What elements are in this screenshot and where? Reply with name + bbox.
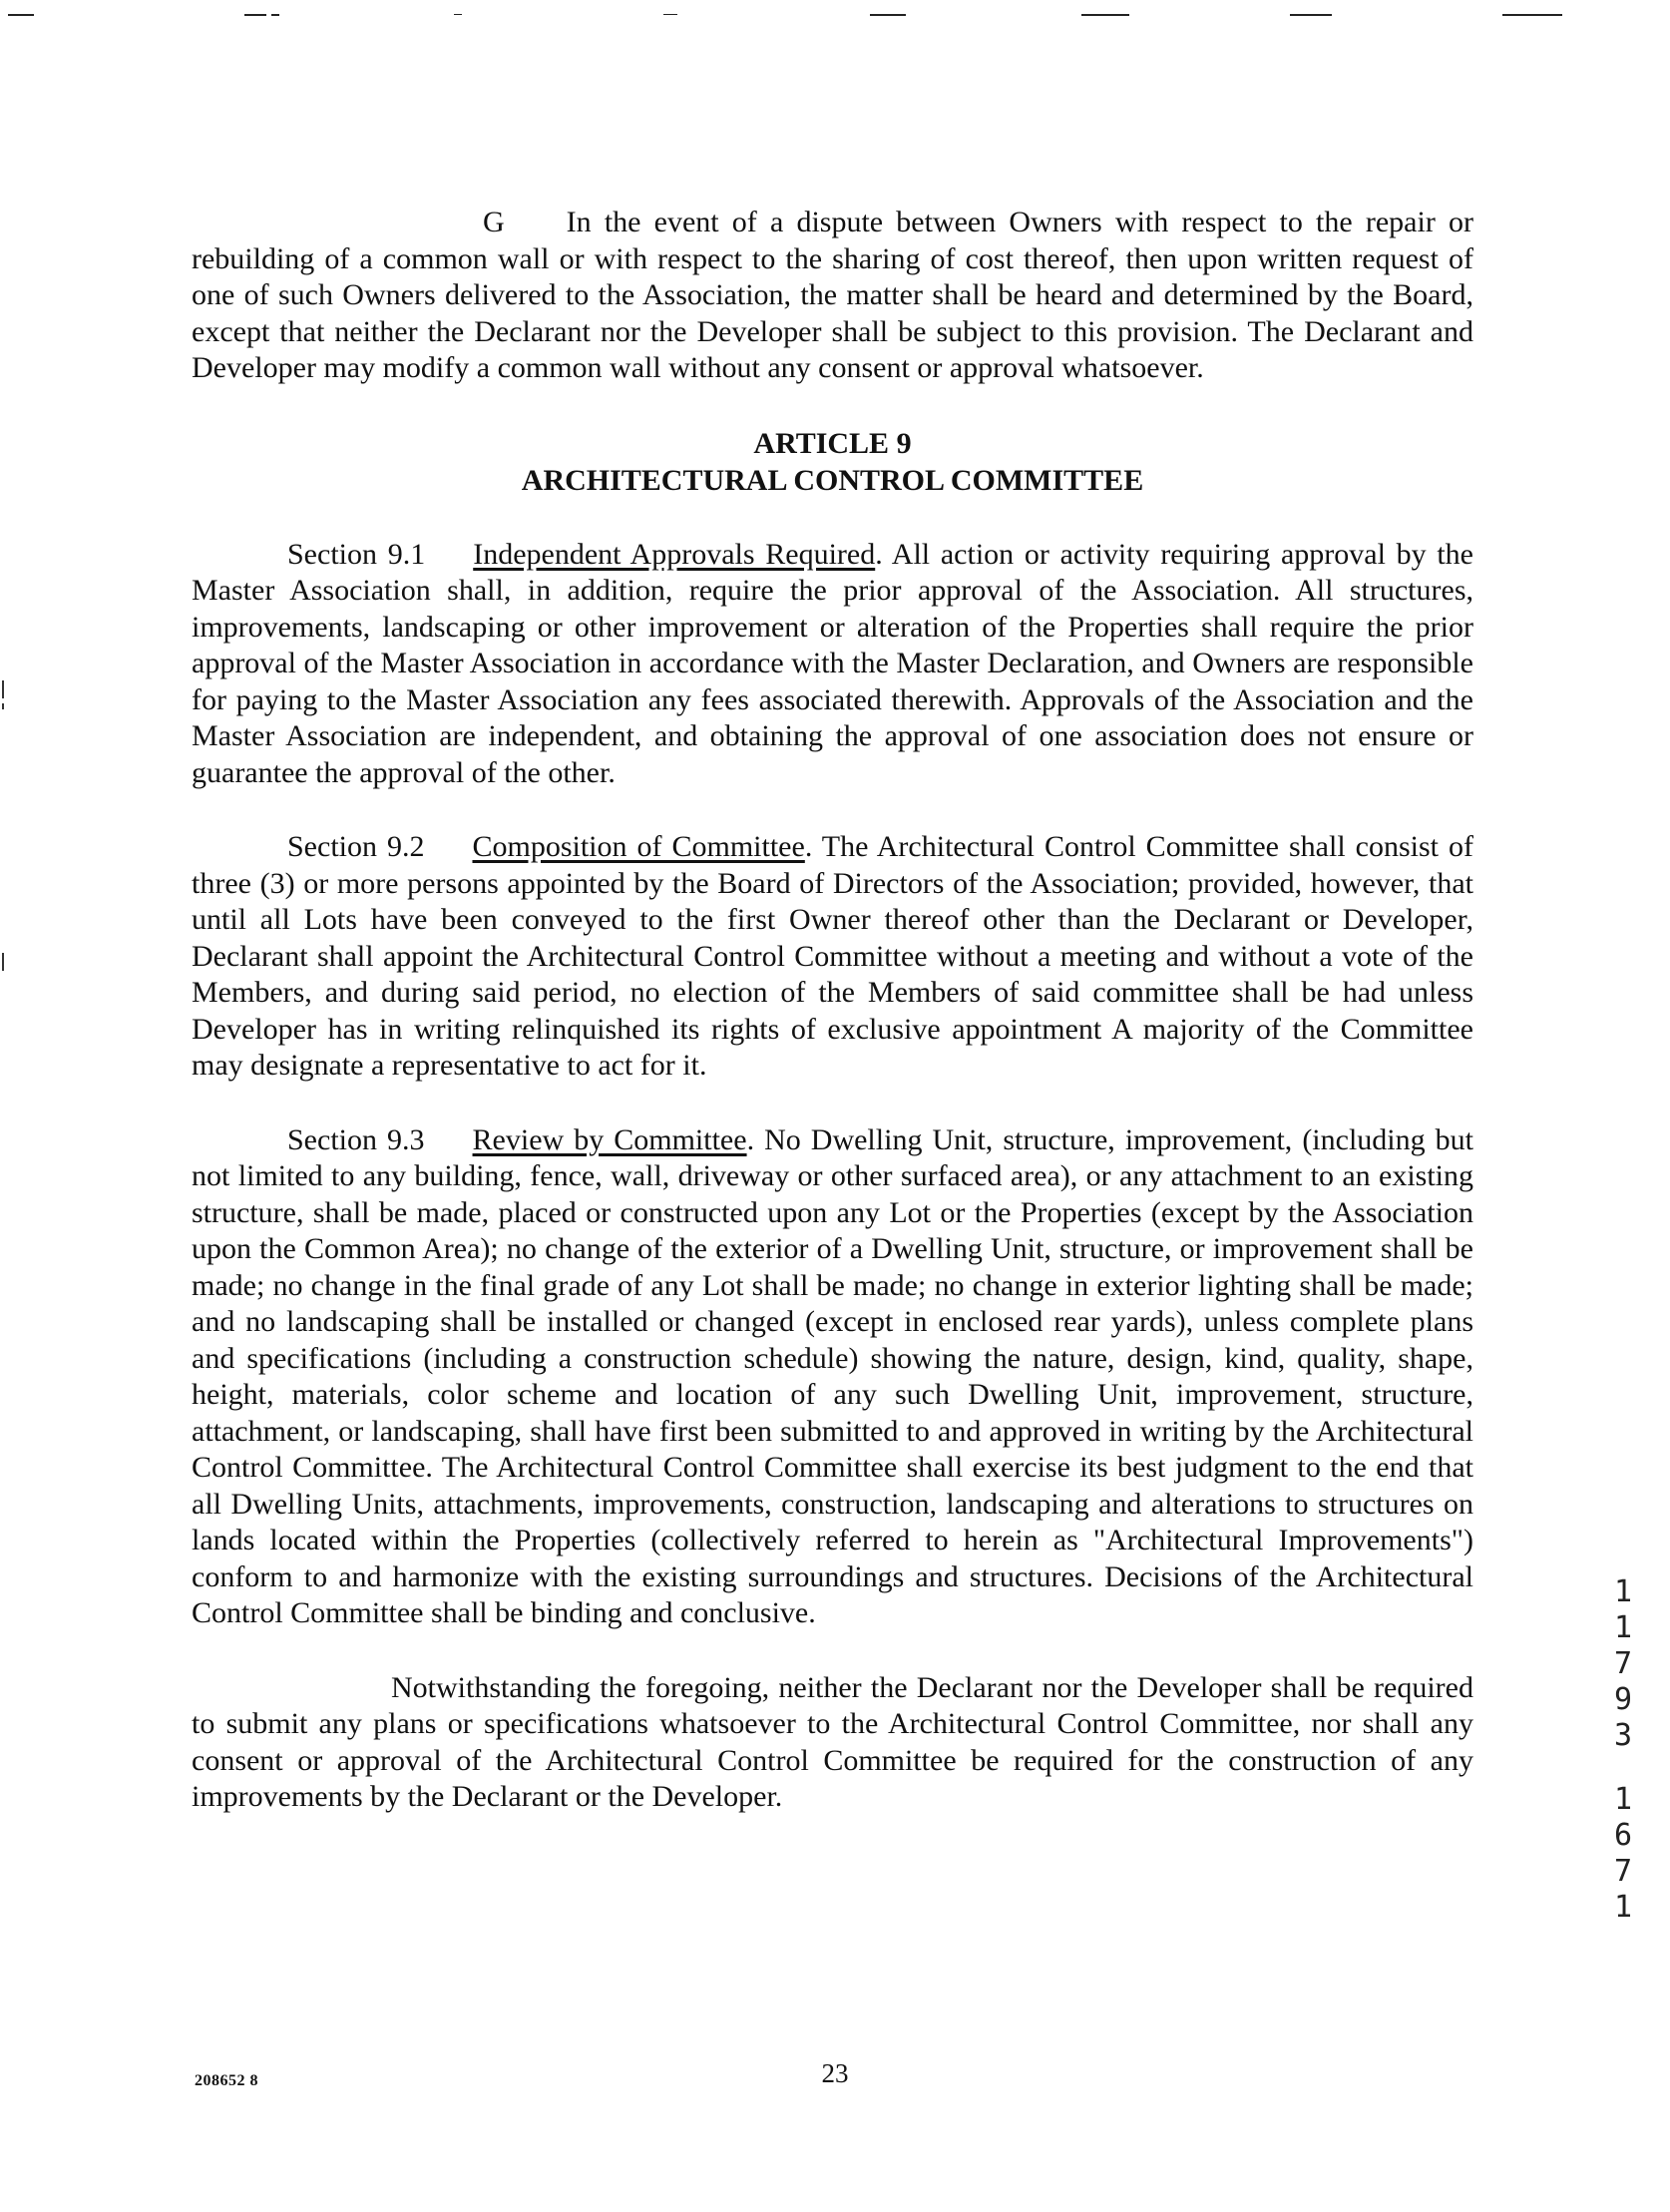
margin-stamp-digit: 1 xyxy=(1613,1574,1633,1609)
section-9-2: Section 9.2 Composition of Committee. The Architectural Control Committee shall consist of three (3) or more persons appointed by the Board of Directors of the Association; provided, however, that until all Lots have been conveyed to the first Owner thereof other than the Declarant or Developer, Declarant shall appoint the Architectural Control Committee without a meeting and without a vote of the Members, and during said period, no election of the Members of said committee shall be had unless Developer has in writing relinquished its rights of exclusive appointment A majority of the Committee may designate a representative to act for it. xyxy=(192,830,1473,1082)
scan-edge-marks xyxy=(0,0,1670,30)
article-heading xyxy=(192,425,1473,499)
paragraph-g-label: G xyxy=(483,206,505,238)
document-body xyxy=(192,205,1473,1816)
margin-stamp-digit: 7 xyxy=(1613,1854,1633,1889)
margin-stamp-digit: 9 xyxy=(1613,1682,1633,1717)
section-text: No Dwelling Unit, structure, improvement, (including but not limited to any building, fence, wall, driveway or other surfaced area), or any attachment to an existing structure, shall be made, placed or constructed upon any Lot or the Properties (except by the Association upon the Common Area); no change of the exterior of a Dwelling Unit, structure, or improvement shall be made; no change in the final grade of any Lot shall be made; no change in exterior lighting shall be made; and no landscaping shall be installed or changed (except in enclosed rear yards), unless complete plans and specifications (including a construction schedule) showing the nature, design, kind, quality, shape, height, materials, color scheme and location of any such Dwelling Unit, improvement, structure, attachment, or landscaping, shall have first been submitted to and approved in writing by the Architectural Control Committee. The Architectural Control Committee shall exercise its best judgment to the end that all Dwelling Units, attachments, improvements, construction, landscaping and alterations to structures on lands located within the Properties (collectively referred to herein as "Architectural Improvements") conform to and harmonize with the existing surroundings and structures. Decisions of the Architectural Control Committee shall be binding and conclusive. xyxy=(192,1122,1473,1629)
page-number: 23 xyxy=(821,2058,849,2088)
section-text: All action or activity requiring approval by the Master Association shall, in addition, require the prior approval of the Association. All structures, improvements, landscaping or other improvement or alteration of the Properties shall require the prior approval of the Master Association in accordance with the Master Declaration, and Owners are responsible for paying to the Master Association any fees associated therewith. Approvals of the Association and the Master Association are independent, and obtaining the approval of one association does not ensure or guarantee the approval of the other. xyxy=(192,537,1473,789)
paragraph-g xyxy=(192,205,1473,387)
article-title: ARCHITECTURAL CONTROL COMMITTEE xyxy=(521,463,1144,497)
margin-stamp-digit: 1 xyxy=(1613,1890,1633,1925)
margin-stamp-digit: 1 xyxy=(1613,1610,1633,1645)
section-9-3: Section 9.3 Review by Committee. No Dwelling Unit, structure, improvement, (including but not limited to any building, fence, wall, driveway or other surfaced area), or any attachment to an existing structure, shall be made, placed or constructed upon any Lot or the Properties (except by the Association upon the Common Area); no change of the exterior of a Dwelling Unit, structure, or improvement shall be made; no change in the final grade of any Lot shall be made; no change in exterior lighting shall be made; and no landscaping shall be installed or changed (except in enclosed rear yards), unless complete plans and specifications (including a construction schedule) showing the nature, design, kind, quality, shape, height, materials, color scheme and location of any such Dwelling Unit, improvement, structure, attachment, or landscaping, shall have first been submitted to and approved in writing by the Architectural Control Committee. The Architectural Control Committee shall exercise its best judgment to the end that all Dwelling Units, attachments, improvements, construction, landscaping and alterations to structures on lands located within the Properties (collectively referred to herein as "Architectural Improvements") conform to and harmonize with the existing surroundings and structures. Decisions of the Architectural Control Committee shall be binding and conclusive. xyxy=(192,1122,1473,1629)
margin-stamp-digit: 7 xyxy=(1613,1646,1633,1681)
margin-stamp-digit: 3 xyxy=(1613,1718,1633,1753)
margin-stamp-digit: 1 xyxy=(1613,1782,1633,1817)
article-number: ARTICLE 9 xyxy=(753,426,912,460)
notwithstanding-paragraph: Notwithstanding the foregoing, neither the Declarant nor the Developer shall be required to submit any plans or specifications whatsoever to the Architectural Control Committee, nor shall any consent or approval of the Architectural Control Committee be required for the construction of any improvements by the Declarant or the Developer. xyxy=(192,1670,1473,1813)
section-number: Section 9.3 xyxy=(287,1122,425,1156)
section-title: Independent Approvals Required xyxy=(473,537,876,571)
section-text: The Architectural Control Committee shall consist of three (3) or more persons appointed by the Board of Directors of the Association; provided, however, that until all Lots have been conveyed to the first Owner thereof other than the Declarant or Developer, Declarant shall appoint the Architectural Control Committee without a meeting and without a vote of the Members, and during said period, no election of the Members of said committee shall be had unless Developer has in writing relinquished its rights of exclusive appointment A majority of the Committee may designate a representative to act for it. xyxy=(192,830,1473,1082)
document-id: 208652 8 xyxy=(195,2072,258,2089)
paragraph-g-text: In the event of a dispute between Owners with respect to the repair or rebuilding of a common wall or with respect to the sharing of cost thereof, then upon written request of one of such Owners delivered to the Association, the matter shall be heard and determined by the Board, except that neither the Declarant nor the Developer shall be subject to this provision. The Declarant and Developer may modify a common wall without any consent or approval whatsoever. xyxy=(192,206,1473,384)
section-title: Review by Committee xyxy=(472,1122,747,1156)
margin-stamp-digit: 6 xyxy=(1613,1818,1633,1853)
margin-stamp xyxy=(1608,1574,1638,1926)
section-title: Composition of Committee xyxy=(472,830,805,863)
section-number: Section 9.1 xyxy=(287,537,426,571)
section-number: Section 9.2 xyxy=(287,830,425,863)
section-9-1: Section 9.1 Independent Approvals Required. All action or activity requiring approval by the Master Association shall, in addition, require the prior approval of the Association. All structures, improvements, landscaping or other improvement or alteration of the Properties shall require the prior approval of the Master Association in accordance with the Master Declaration, and Owners are responsible for paying to the Master Association any fees associated therewith. Approvals of the Association and the Master Association are independent, and obtaining the approval of one association does not ensure or guarantee the approval of the other. xyxy=(192,537,1473,789)
